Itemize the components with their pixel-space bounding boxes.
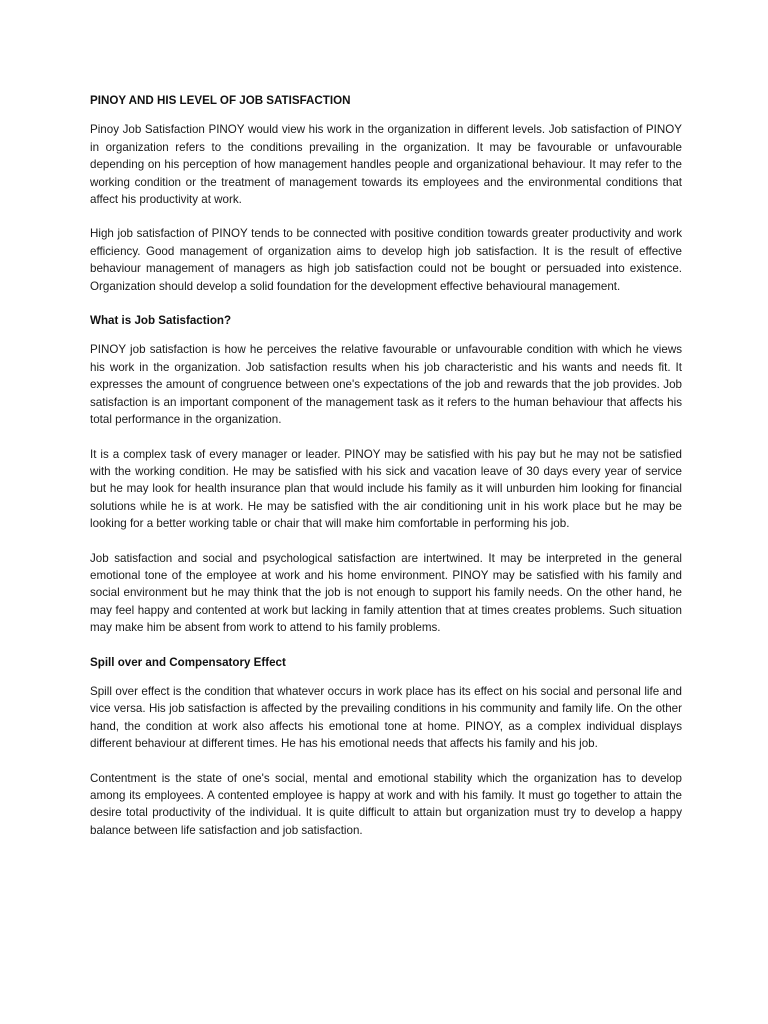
section-heading-job-satisfaction: What is Job Satisfaction? bbox=[90, 314, 232, 328]
job-satisfaction-paragraph-3: Job satisfaction and social and psychological satisfaction are intertwined. It may be interpreted in the general emotional tone of the employee at work and his home environment. PINOY may be satisfied with his family and social environment but he may think that the job is not enough to support his family needs. On the other hand, he may feel happy and contented at work but lacking in family attention that at times creates problems. Such situation may make him be absent from work to attend to his family problems. bbox=[90, 551, 682, 635]
intro-paragraph-2: High job satisfaction of PINOY tends to be connected with positive condition towards greater productivity and work efficiency. Good management of organization aims to develop high job satisfaction. It is the result of effective behaviour management of managers as high job satisfaction could not be bought or persuaded into existence. Organization should develop a solid foundation for the development effective behavioural management. bbox=[90, 227, 682, 293]
document-title: PINOY AND HIS LEVEL OF JOB SATISFACTION bbox=[90, 94, 351, 107]
spill-over-paragraph-2: Contentment is the state of one's social, mental and emotional stability which the organization has to develop among its employees. A contented employee is happy at work and with his family. It must go together to attain the desire total productivity of the individual. It is quite difficult to attain but organization must try to develop a happy balance between life satisfaction and job satisfaction. bbox=[90, 771, 682, 837]
job-satisfaction-paragraph-1: PINOY job satisfaction is how he perceives the relative favourable or unfavourable condition with which he views his work in the organization. Job satisfaction results when his job characteristic and his wants and needs fit. It expresses the amount of congruence between one's expectations of the job and rewards that the job provides. Job satisfaction is an important component of the management task as it refers to the human behaviour that affects his total performance in the organization. bbox=[90, 343, 682, 427]
intro-paragraph-1: Pinoy Job Satisfaction PINOY would view his work in the organization in different levels. Job satisfaction of PINOY in organization refers to the conditions prevailing in the organization. It may be favourable or unfavourable depending on his perception of how management handles people and organizational behaviour. It may refer to the working condition or the treatment of management towards its employees and the environmental conditions that affect his productivity at work. bbox=[90, 123, 682, 207]
document-body bbox=[90, 92, 682, 856]
spill-over-paragraph-1: Spill over effect is the condition that whatever occurs in work place has its effect on his social and personal life and vice versa. His job satisfaction is affected by the prevailing conditions in his community and family life. On the other hand, the condition at work also affects his emotional tone at home. PINOY, as a complex individual displays different behaviour at different times. He has his emotional needs that affects his family and his job. bbox=[90, 684, 682, 751]
section-heading-spill-over: Spill over and Compensatory Effect bbox=[90, 655, 286, 669]
job-satisfaction-paragraph-2: It is a complex task of every manager or leader. PINOY may be satisfied with his pay but he may not be satisfied with the working condition. He may be satisfied with his sick and vacation leave of 30 days every year of service but he may look for health insurance plan that would include his family as it will unburden him looking for financial solutions while he is at work. He may be satisfied with the air conditioning unit in his work place but he may be looking for a better working table or chair that will make him comfortable in performing his job. bbox=[90, 447, 682, 531]
